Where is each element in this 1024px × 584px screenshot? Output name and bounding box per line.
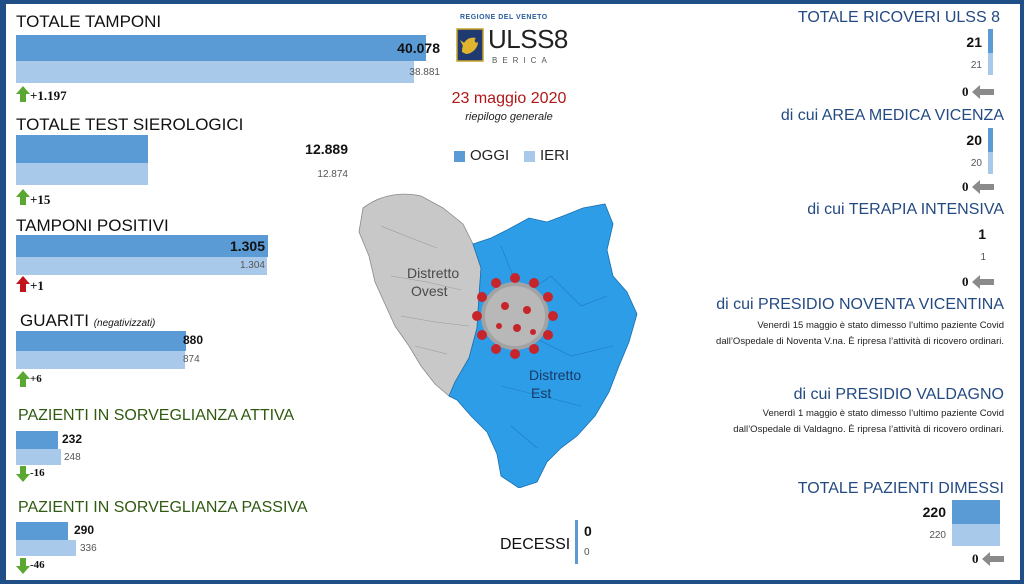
- east-label-2: Est: [531, 385, 552, 401]
- positivi-title: TAMPONI POSITIVI: [16, 216, 169, 235]
- ricoveri-change: 0: [962, 84, 969, 99]
- terapia-change: 0: [962, 274, 969, 289]
- guariti-change: +6: [30, 373, 42, 385]
- tamponi-title: TOTALE TAMPONI: [16, 12, 162, 31]
- area-medica-bar-yesterday: [988, 152, 993, 174]
- terapia-value-today: 1: [978, 226, 986, 242]
- legend-oggi-swatch: [454, 151, 465, 162]
- valdagno-note-line2: dall’Ospedale di Valdagno. È ripresa l’attività di ricovero ordinari.: [733, 424, 1004, 435]
- sorv-passiva-value-today: 290: [74, 523, 95, 537]
- sierologici-bar-yesterday: [16, 163, 148, 185]
- sorv-attiva-value-today: 232: [62, 432, 83, 446]
- ricoveri-bar-today: [988, 29, 993, 53]
- guariti-bar-today: [16, 331, 186, 351]
- decessi-axis: [575, 520, 578, 564]
- area-medica-title: di cui AREA MEDICA VICENZA: [780, 107, 1004, 124]
- dimessi-title: TOTALE PAZIENTI DIMESSI: [797, 480, 1004, 497]
- up-arrow-icon: [16, 189, 30, 205]
- area-medica-bar-today: [988, 128, 993, 152]
- guariti-title-main: GUARITI: [20, 311, 89, 330]
- tamponi-bar-today: [16, 35, 426, 61]
- left-arrow-icon: [972, 85, 994, 99]
- tamponi-bar-yesterday: [16, 61, 414, 83]
- infographic-card: [6, 4, 1020, 580]
- tamponi-change: +1.197: [30, 88, 67, 103]
- noventa-note: [716, 318, 1004, 350]
- ricoveri-value-today: 21: [966, 34, 982, 50]
- area-medica-value-today: 20: [966, 132, 982, 148]
- valdagno-note-line1: Venerdì 1 maggio è stato dimesso l’ultimo paziente Covid: [762, 408, 1004, 419]
- sierologici-value-today: 12.889: [305, 141, 348, 157]
- sorv-passiva-bar-today: [16, 522, 68, 540]
- up-arrow-icon: [16, 86, 30, 102]
- left-arrow-icon: [972, 275, 994, 289]
- sorv-attiva-change: -16: [30, 467, 45, 479]
- valdagno-note: [733, 406, 1004, 438]
- lion-emblem-icon: [456, 28, 484, 62]
- positivi-value-yesterday: 1.304: [239, 260, 265, 271]
- sorv-passiva-bar-yesterday: [16, 540, 76, 556]
- area-medica-change: 0: [962, 179, 969, 194]
- ricoveri-value-yesterday: 21: [970, 60, 982, 71]
- dimessi-bar-yesterday: [952, 524, 1000, 546]
- guariti-bar-yesterday: [16, 351, 185, 369]
- up-arrow-icon: [16, 371, 30, 387]
- sorv-attiva-title: PAZIENTI IN SORVEGLIANZA ATTIVA: [18, 407, 295, 424]
- down-arrow-icon: [16, 466, 30, 482]
- decessi-title: DECESSI: [500, 536, 571, 553]
- guariti-title: [20, 311, 155, 331]
- sierologici-title: TOTALE TEST SIEROLOGICI: [16, 115, 244, 134]
- legend-oggi-label: OGGI: [470, 147, 510, 164]
- logo-brand-sub: BERICA: [492, 56, 552, 65]
- sierologici-value-yesterday: 12.874: [317, 169, 348, 180]
- valdagno-title: di cui PRESIDIO VALDAGNO: [793, 386, 1004, 403]
- ricoveri-bar-yesterday: [988, 53, 993, 75]
- guariti-value-yesterday: 874: [183, 354, 200, 365]
- up-arrow-icon: [16, 276, 30, 292]
- report-date: 23 maggio 2020: [451, 90, 567, 107]
- logo-region: REGIONE DEL VENETO: [460, 14, 548, 21]
- left-arrow-icon: [982, 552, 1004, 566]
- terapia-value-yesterday: 1: [980, 252, 986, 263]
- sorv-passiva-value-yesterday: 336: [80, 543, 97, 554]
- guariti-value-today: 880: [183, 333, 204, 347]
- tamponi-value-today: 40.078: [397, 40, 440, 56]
- guariti-title-note: (negativizzati): [93, 318, 156, 329]
- dimessi-value-yesterday: 220: [929, 530, 946, 541]
- dimessi-bar-today: [952, 500, 1000, 524]
- logo: [454, 14, 574, 78]
- west-label-1: Distretto: [407, 265, 460, 281]
- logo-brand: ULSS8: [488, 24, 568, 54]
- east-district: [449, 204, 637, 488]
- noventa-note-line2: dall’Ospedale di Noventa V.na. È ripresa l’attività di ricovero ordinari.: [716, 336, 1004, 347]
- sorv-attiva-bar-yesterday: [16, 449, 61, 465]
- dimessi-value-today: 220: [922, 504, 946, 520]
- tamponi-value-yesterday: 38.881: [409, 67, 440, 78]
- down-arrow-icon: [16, 558, 30, 574]
- east-label-1: Distretto: [529, 367, 582, 383]
- area-medica-value-yesterday: 20: [970, 158, 982, 169]
- decessi-value-today: 0: [584, 523, 592, 539]
- sierologici-bar-today: [16, 135, 148, 163]
- decessi-value-yesterday: 0: [584, 547, 590, 558]
- terapia-title: di cui TERAPIA INTENSIVA: [807, 201, 1004, 218]
- sorv-passiva-change: -46: [30, 559, 45, 571]
- left-arrow-icon: [972, 180, 994, 194]
- district-map: [351, 186, 641, 488]
- sierologici-change: +15: [30, 192, 51, 207]
- sorv-attiva-value-yesterday: 248: [64, 452, 81, 463]
- legend-ieri-swatch: [524, 151, 535, 162]
- positivi-change: +1: [30, 278, 44, 293]
- positivi-value-today: 1.305: [229, 238, 265, 254]
- ricoveri-title: TOTALE RICOVERI ULSS 8: [797, 9, 1000, 26]
- sorv-attiva-bar-today: [16, 431, 58, 449]
- positivi-bar-yesterday: [16, 257, 267, 275]
- noventa-note-line1: Venerdì 15 maggio è stato dimesso l’ultimo paziente Covid: [757, 320, 1004, 331]
- sorv-passiva-title: PAZIENTI IN SORVEGLIANZA PASSIVA: [18, 499, 308, 516]
- legend-ieri-label: IERI: [540, 147, 570, 164]
- report-subtitle: riepilogo generale: [465, 111, 553, 123]
- west-label-2: Ovest: [411, 283, 448, 299]
- dimessi-change: 0: [972, 551, 979, 566]
- noventa-title: di cui PRESIDIO NOVENTA VICENTINA: [716, 296, 1004, 313]
